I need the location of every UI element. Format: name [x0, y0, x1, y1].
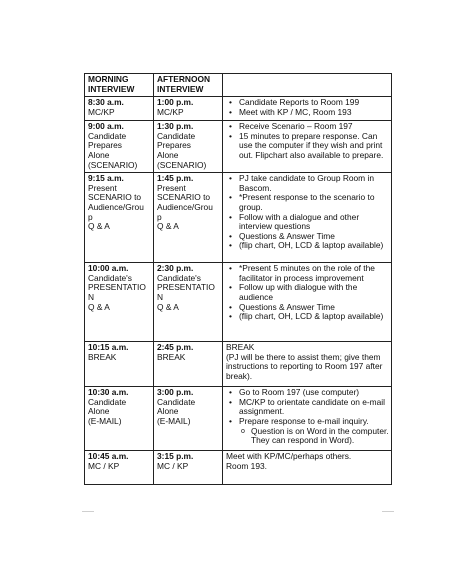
afternoon-activity-line: N	[157, 291, 164, 302]
details-cell	[223, 97, 392, 121]
afternoon-activity-line: Candidate	[157, 130, 196, 141]
details-bullet-item: • Follow with a dialogue and other interview questions	[239, 213, 389, 232]
details-bullet-list	[226, 122, 389, 160]
afternoon-time: 3:00 p.m.	[157, 387, 194, 398]
morning-time: 9:00 a.m.	[88, 121, 124, 132]
details-bullet-item: • *Present response to the scenario to group.	[239, 193, 389, 212]
table-row	[85, 263, 392, 342]
details-bullet-item: • Follow up with dialogue with the audience	[239, 283, 389, 302]
afternoon-activity-line: MC / KP	[157, 460, 189, 471]
morning-time-cell	[85, 173, 154, 263]
morning-activity-line: Present	[88, 182, 117, 193]
details-bullet-item: • Questions & Answer Time	[239, 303, 389, 313]
details-bullet-item: • (flip chart, OH, LCD & laptop available)	[239, 241, 389, 251]
morning-activity-line: Candidate's	[88, 272, 132, 283]
afternoon-time-cell	[154, 387, 223, 451]
afternoon-time: 2:30 p.m.	[157, 263, 194, 274]
table-row	[85, 451, 392, 485]
morning-time: 10:15 a.m.	[88, 342, 129, 353]
details-header	[223, 74, 392, 97]
morning-activity-line: Candidate	[88, 396, 127, 407]
morning-time: 10:45 a.m.	[88, 451, 129, 462]
afternoon-activity-line: SCENARIO to	[157, 192, 211, 203]
afternoon-interview-header: AFTERNOON INTERVIEW	[154, 74, 223, 97]
morning-time-cell	[85, 121, 154, 173]
details-bullet-item: • PJ take candidate to Group Room in Bascom.	[239, 174, 389, 193]
afternoon-activity-line: Candidate's	[157, 272, 201, 283]
table-row	[85, 173, 392, 263]
details-cell	[223, 451, 392, 485]
details-bullet-item: • Questions & Answer Time	[239, 232, 389, 242]
morning-activity-line: (SCENARIO)	[88, 159, 138, 170]
footer-rule-right	[382, 511, 394, 512]
morning-activity-line: Alone	[88, 406, 110, 417]
details-bullet-list	[226, 98, 389, 117]
details-bullet-item: • 15 minutes to prepare response. Can use the computer if they wish and print out. Flipchart also available to prepare.	[239, 132, 389, 161]
morning-activity-line: (E-MAIL)	[88, 415, 122, 426]
afternoon-activity-line: Alone	[157, 406, 179, 417]
table-row	[85, 97, 392, 121]
morning-activity-line: Audience/Grou	[88, 201, 144, 212]
afternoon-activity-line: Prepares	[157, 140, 191, 151]
morning-activity-line: N	[88, 291, 95, 302]
afternoon-time: 2:45 p.m.	[157, 342, 194, 353]
morning-time-cell	[85, 263, 154, 342]
schedule-rows	[85, 97, 392, 485]
details-bullet-list	[226, 264, 389, 322]
afternoon-time-cell	[154, 121, 223, 173]
footer-rule-left	[82, 511, 94, 512]
afternoon-activity-line: (E-MAIL)	[157, 415, 191, 426]
morning-activity-line: Q & A	[88, 221, 110, 232]
afternoon-activity-line: Audience/Grou	[157, 201, 213, 212]
interview-schedule-table	[84, 73, 392, 485]
morning-activity-line: BREAK	[88, 351, 117, 362]
details-cell	[223, 263, 392, 342]
afternoon-activity-line: Present	[157, 182, 186, 193]
afternoon-time-cell	[154, 342, 223, 387]
table-row	[85, 342, 392, 387]
afternoon-time-cell	[154, 173, 223, 263]
details-text: (PJ will be there to assist them; give them instructions to reporting to Room 197 after break).	[226, 351, 383, 381]
details-bullet-item: • Go to Room 197 (use computer)	[239, 388, 389, 398]
morning-time: 10:30 a.m.	[88, 387, 129, 398]
morning-time-cell	[85, 387, 154, 451]
morning-activity-line: Alone	[88, 149, 110, 160]
details-bullet-list	[226, 174, 389, 251]
details-bullet-item: • MC/KP to orientate candidate on e-mail assignment.	[239, 398, 389, 417]
details-bullet-item: • Meet with KP / MC, Room 193	[239, 108, 389, 118]
afternoon-time: 1:00 p.m.	[157, 97, 194, 108]
details-cell	[223, 173, 392, 263]
morning-activity-line: PRESENTATIO	[88, 282, 146, 293]
afternoon-time: 3:15 p.m.	[157, 451, 194, 462]
morning-time-cell	[85, 342, 154, 387]
details-bullet-item: • Receive Scenario – Room 197	[239, 122, 389, 132]
morning-time: 10:00 a.m.	[88, 263, 129, 274]
morning-activity-line: Q & A	[88, 301, 110, 312]
morning-time-cell	[85, 97, 154, 121]
afternoon-time-cell	[154, 97, 223, 121]
afternoon-activity-line: BREAK	[157, 351, 186, 362]
morning-activity-line: p	[88, 211, 93, 222]
table-row	[85, 387, 392, 451]
details-bullet-item: • *Present 5 minutes on the role of the facilitator in process improvement	[239, 264, 389, 283]
details-text: BREAK	[226, 342, 255, 353]
table-row	[85, 121, 392, 173]
morning-time: 9:15 a.m.	[88, 173, 124, 184]
afternoon-activity-line: Candidate	[157, 396, 196, 407]
afternoon-activity-line: p	[157, 211, 162, 222]
details-text: Meet with KP/MC/perhaps others.	[226, 451, 352, 462]
morning-activity-line: Prepares	[88, 140, 122, 151]
details-bullet-item: • Candidate Reports to Room 199	[239, 98, 389, 108]
afternoon-activity-line: Q & A	[157, 301, 179, 312]
details-cell	[223, 387, 392, 451]
details-bullet-list	[226, 388, 389, 446]
afternoon-activity-line: (SCENARIO)	[157, 159, 207, 170]
table-header-row	[85, 74, 392, 97]
morning-time-cell	[85, 451, 154, 485]
afternoon-time: 1:30 p.m.	[157, 121, 194, 132]
afternoon-time: 1:45 p.m.	[157, 173, 194, 184]
afternoon-time-cell	[154, 451, 223, 485]
details-cell	[223, 121, 392, 173]
afternoon-activity-line: MC/KP	[157, 106, 184, 117]
morning-time: 8:30 a.m.	[88, 97, 124, 108]
morning-activity-line: MC / KP	[88, 460, 120, 471]
details-bullet-item: • Prepare response to e-mail inquiry.	[239, 417, 389, 427]
afternoon-activity-line: Alone	[157, 149, 179, 160]
details-sub-list	[239, 427, 389, 446]
details-text: Room 193.	[226, 460, 267, 471]
morning-activity-line: Candidate	[88, 130, 127, 141]
details-cell	[223, 342, 392, 387]
afternoon-time-cell	[154, 263, 223, 342]
morning-activity-line: SCENARIO to	[88, 192, 142, 203]
morning-activity-line: MC/KP	[88, 106, 115, 117]
morning-interview-header: MORNING INTERVIEW	[85, 74, 154, 97]
afternoon-activity-line: PRESENTATIO	[157, 282, 215, 293]
details-bullet-item: • (flip chart, OH, LCD & laptop available)	[239, 312, 389, 322]
details-sub-item: o Question is on Word in the computer. They can respond in Word).	[251, 427, 389, 446]
afternoon-activity-line: Q & A	[157, 221, 179, 232]
